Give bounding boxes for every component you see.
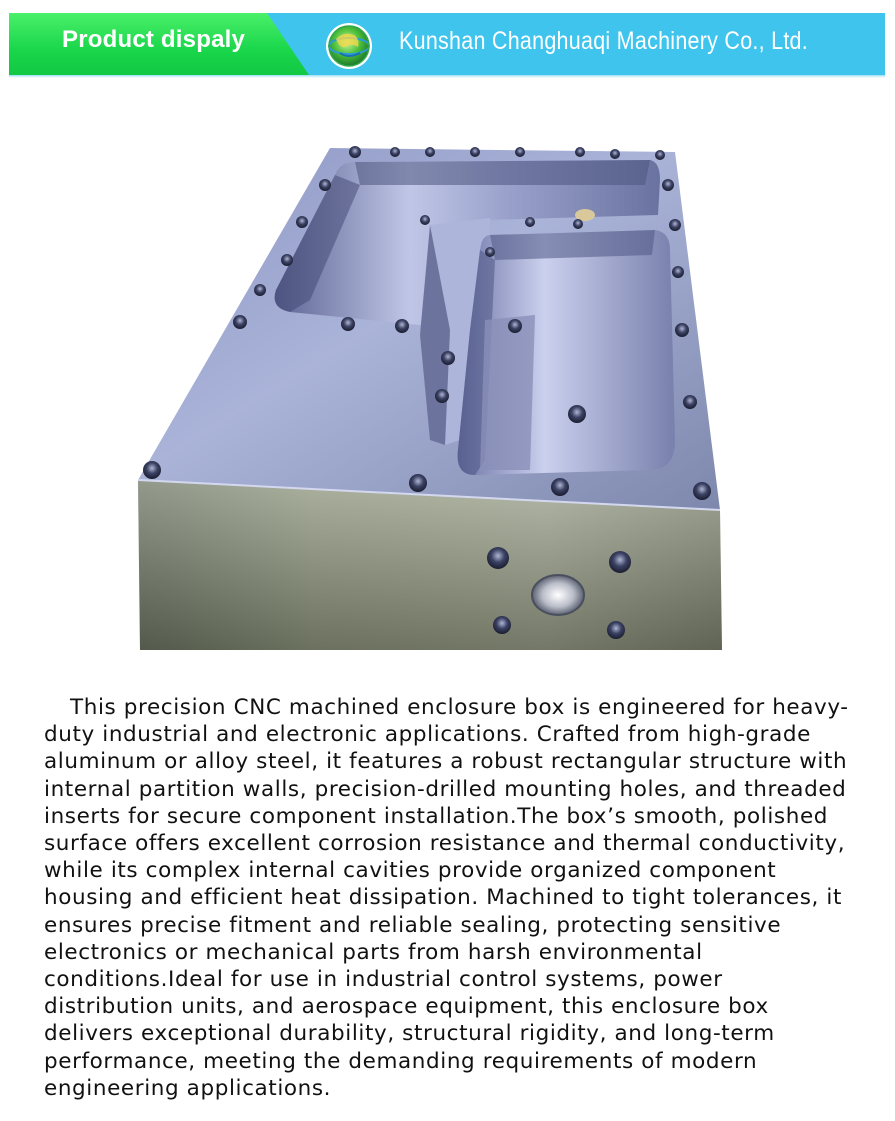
globe-logo-icon	[324, 21, 374, 71]
product-description	[44, 694, 856, 1102]
description-text: This precision CNC machined enclosure box is engineered for heavy-duty industrial and electronic applications. Crafted from high-grade aluminum or alloy steel, it features a robust rectangular structure with internal partition walls, precision-drilled mounting holes, and threaded inserts for secure component installation.The box’s smooth, polished surface offers excellent corrosion resistance and thermal conductivity, while its complex internal cavities provide organized component housing and efficient heat dissipation. Machined to tight tolerances, it ensures precise fitment and reliable sealing, protecting sensitive electronics or mechanical parts from harsh environmental conditions.Ideal for use in industrial control systems, power distribution units, and aerospace equipment, this enclosure box delivers exceptional durability, structural rigidity, and long-term performance, meeting the demanding requirements of modern engineering applications.	[44, 695, 849, 1101]
header-banner	[9, 13, 885, 75]
banner-shadow	[9, 75, 885, 78]
section-title: Product dispaly	[62, 26, 246, 53]
company-name: Kunshan Changhuaqi Machinery Co., Ltd.	[399, 27, 809, 55]
cnc-enclosure-box-photo	[130, 140, 730, 660]
